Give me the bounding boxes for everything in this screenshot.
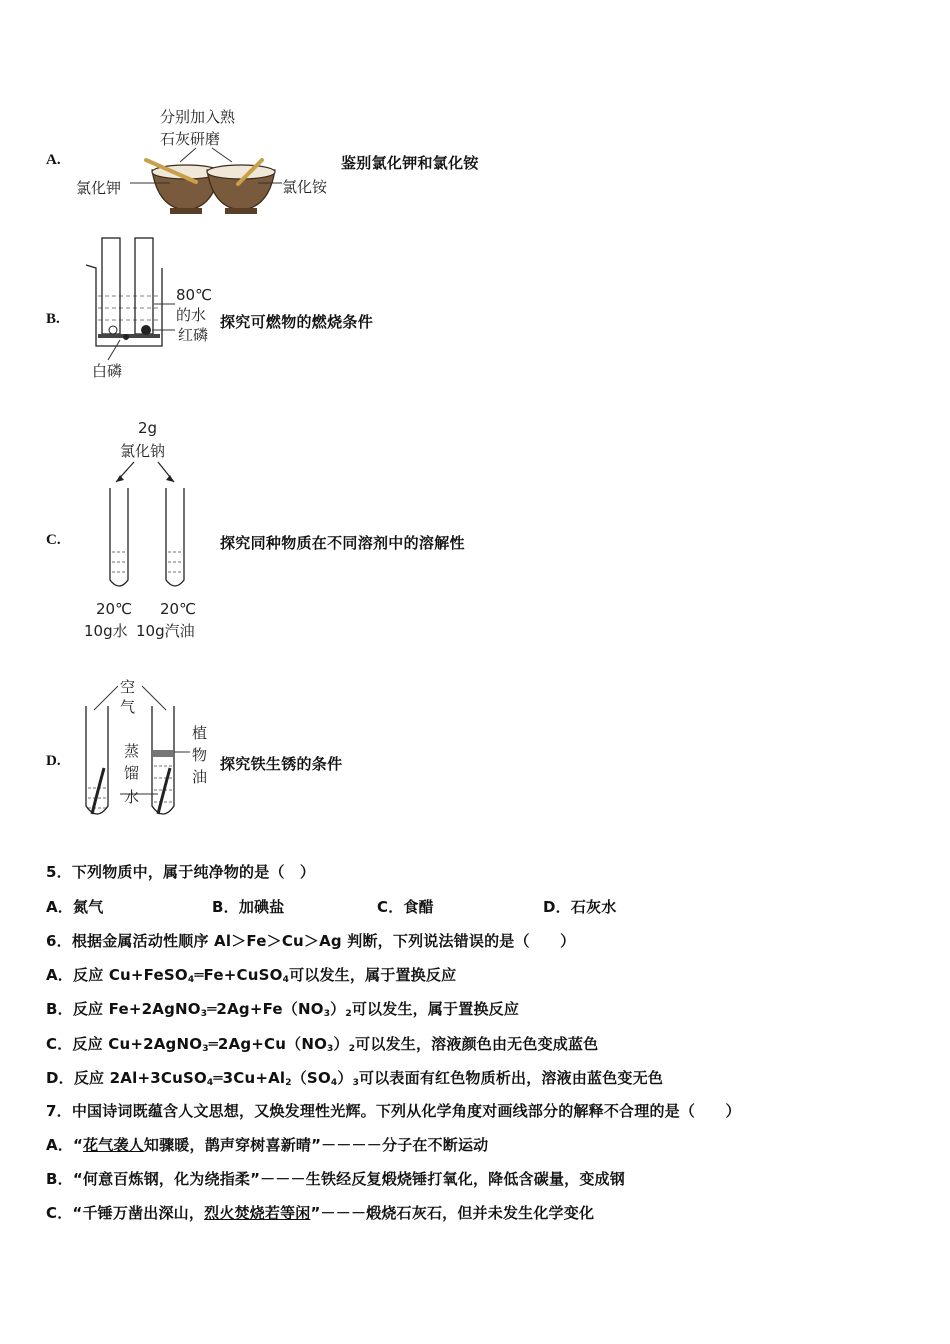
option-d-label: D.	[46, 753, 61, 769]
fig-b-water-temp: 80℃	[176, 286, 212, 304]
fig-b-red-p: 红磷	[178, 326, 209, 344]
fig-d-oil-1: 植	[192, 724, 208, 742]
q7-option-a: A．“花气袭人知骤暖，鹊声穿树喜新晴”－－－－分子在不断运动	[46, 1136, 489, 1154]
q7-option-b: B．“何意百炼钢，化为绕指柔”－－－生铁经反复煅烧锤打氧化，降低含碳量，变成钢	[46, 1170, 625, 1188]
fig-a-left-label: 氯化钾	[76, 179, 122, 197]
q5-option-d: D．石灰水	[543, 898, 617, 916]
q6-stem: 6．根据金属活动性顺序 Al＞Fe＞Cu＞Ag 判断，下列说法错误的是（ ）	[46, 932, 576, 950]
fig-b-white-p: 白磷	[92, 362, 123, 380]
fig-d-water-3: 水	[124, 788, 140, 806]
fig-d-air-2: 气	[120, 698, 136, 716]
fig-c-left-temp: 20℃	[96, 600, 132, 618]
fig-c-solute: 氯化钠	[120, 442, 166, 460]
option-d-description: 探究铁生锈的条件	[220, 755, 343, 773]
q6-option-c: C．反应 $Cu+2AgNO_3═2Ag+Cu(NO_3)_2$可以发生，溶液颜色由无色变成蓝色	[46, 1035, 599, 1054]
fig-c-mass: 2g	[138, 419, 158, 437]
q6-option-d: D．反应 $2Al+3CuSO_4═3Cu+Al_2(SO_4)_3$可以表面有红色物质析出，溶液由蓝色变无色	[46, 1069, 664, 1088]
q5-option-c: C．食醋	[377, 898, 434, 916]
q7-stem: 7．中国诗词既蕴含人文思想，又焕发理性光辉。下列从化学角度对画线部分的解释不合理的是（ ）	[46, 1102, 741, 1120]
fig-c-left-solvent: 10g水	[84, 622, 128, 640]
q7-a-underlined: 花气袭人	[83, 1136, 144, 1154]
q7-option-c: C．“千锤万凿出深山，烈火焚烧若等闲”－－－煅烧石灰石，但并未发生化学变化	[46, 1204, 595, 1222]
q5-option-a: A．氮气	[46, 898, 104, 916]
fig-a-right-label: 氯化铵	[282, 178, 328, 196]
fig-d-water-2: 馏	[124, 764, 140, 782]
option-c-description: 探究同种物质在不同溶剂中的溶解性	[220, 534, 465, 552]
q5-stem: 5．下列物质中，属于纯净物的是（ ）	[46, 863, 316, 881]
q6-option-a: A．反应 Cu+FeSO$_4$═Fe+CuSO$_4$可以发生，属于置换反应	[46, 966, 457, 985]
q7-c-underlined: 烈火焚烧若等闲	[204, 1204, 311, 1222]
option-b-description: 探究可燃物的燃烧条件	[220, 313, 374, 331]
fig-d-oil-3: 油	[192, 768, 208, 786]
option-a-description: 鉴别氯化钾和氯化铵	[341, 154, 479, 172]
fig-d-air-1: 空	[120, 678, 136, 696]
q5-options	[46, 896, 686, 916]
option-c-label: C.	[46, 532, 61, 548]
fig-d-water-1: 蒸	[124, 742, 140, 760]
fig-c-right-temp: 20℃	[160, 600, 196, 618]
fig-d-oil-2: 物	[192, 746, 208, 764]
option-b-label: B.	[46, 311, 60, 327]
fig-c-right-solvent: 10g汽油	[136, 622, 195, 640]
q5-option-b: B．加碘盐	[212, 898, 285, 916]
option-a-label: A.	[46, 152, 61, 168]
q6-option-b: B．反应 $Fe+2AgNO_3═2Ag+Fe(NO_3)_2$可以发生，属于置换反应	[46, 1000, 520, 1019]
fig-a-top-text-2: 石灰研磨	[160, 130, 221, 148]
fig-a-top-text-1: 分别加入熟	[160, 108, 236, 126]
fig-b-water-label: 的水	[176, 306, 207, 324]
